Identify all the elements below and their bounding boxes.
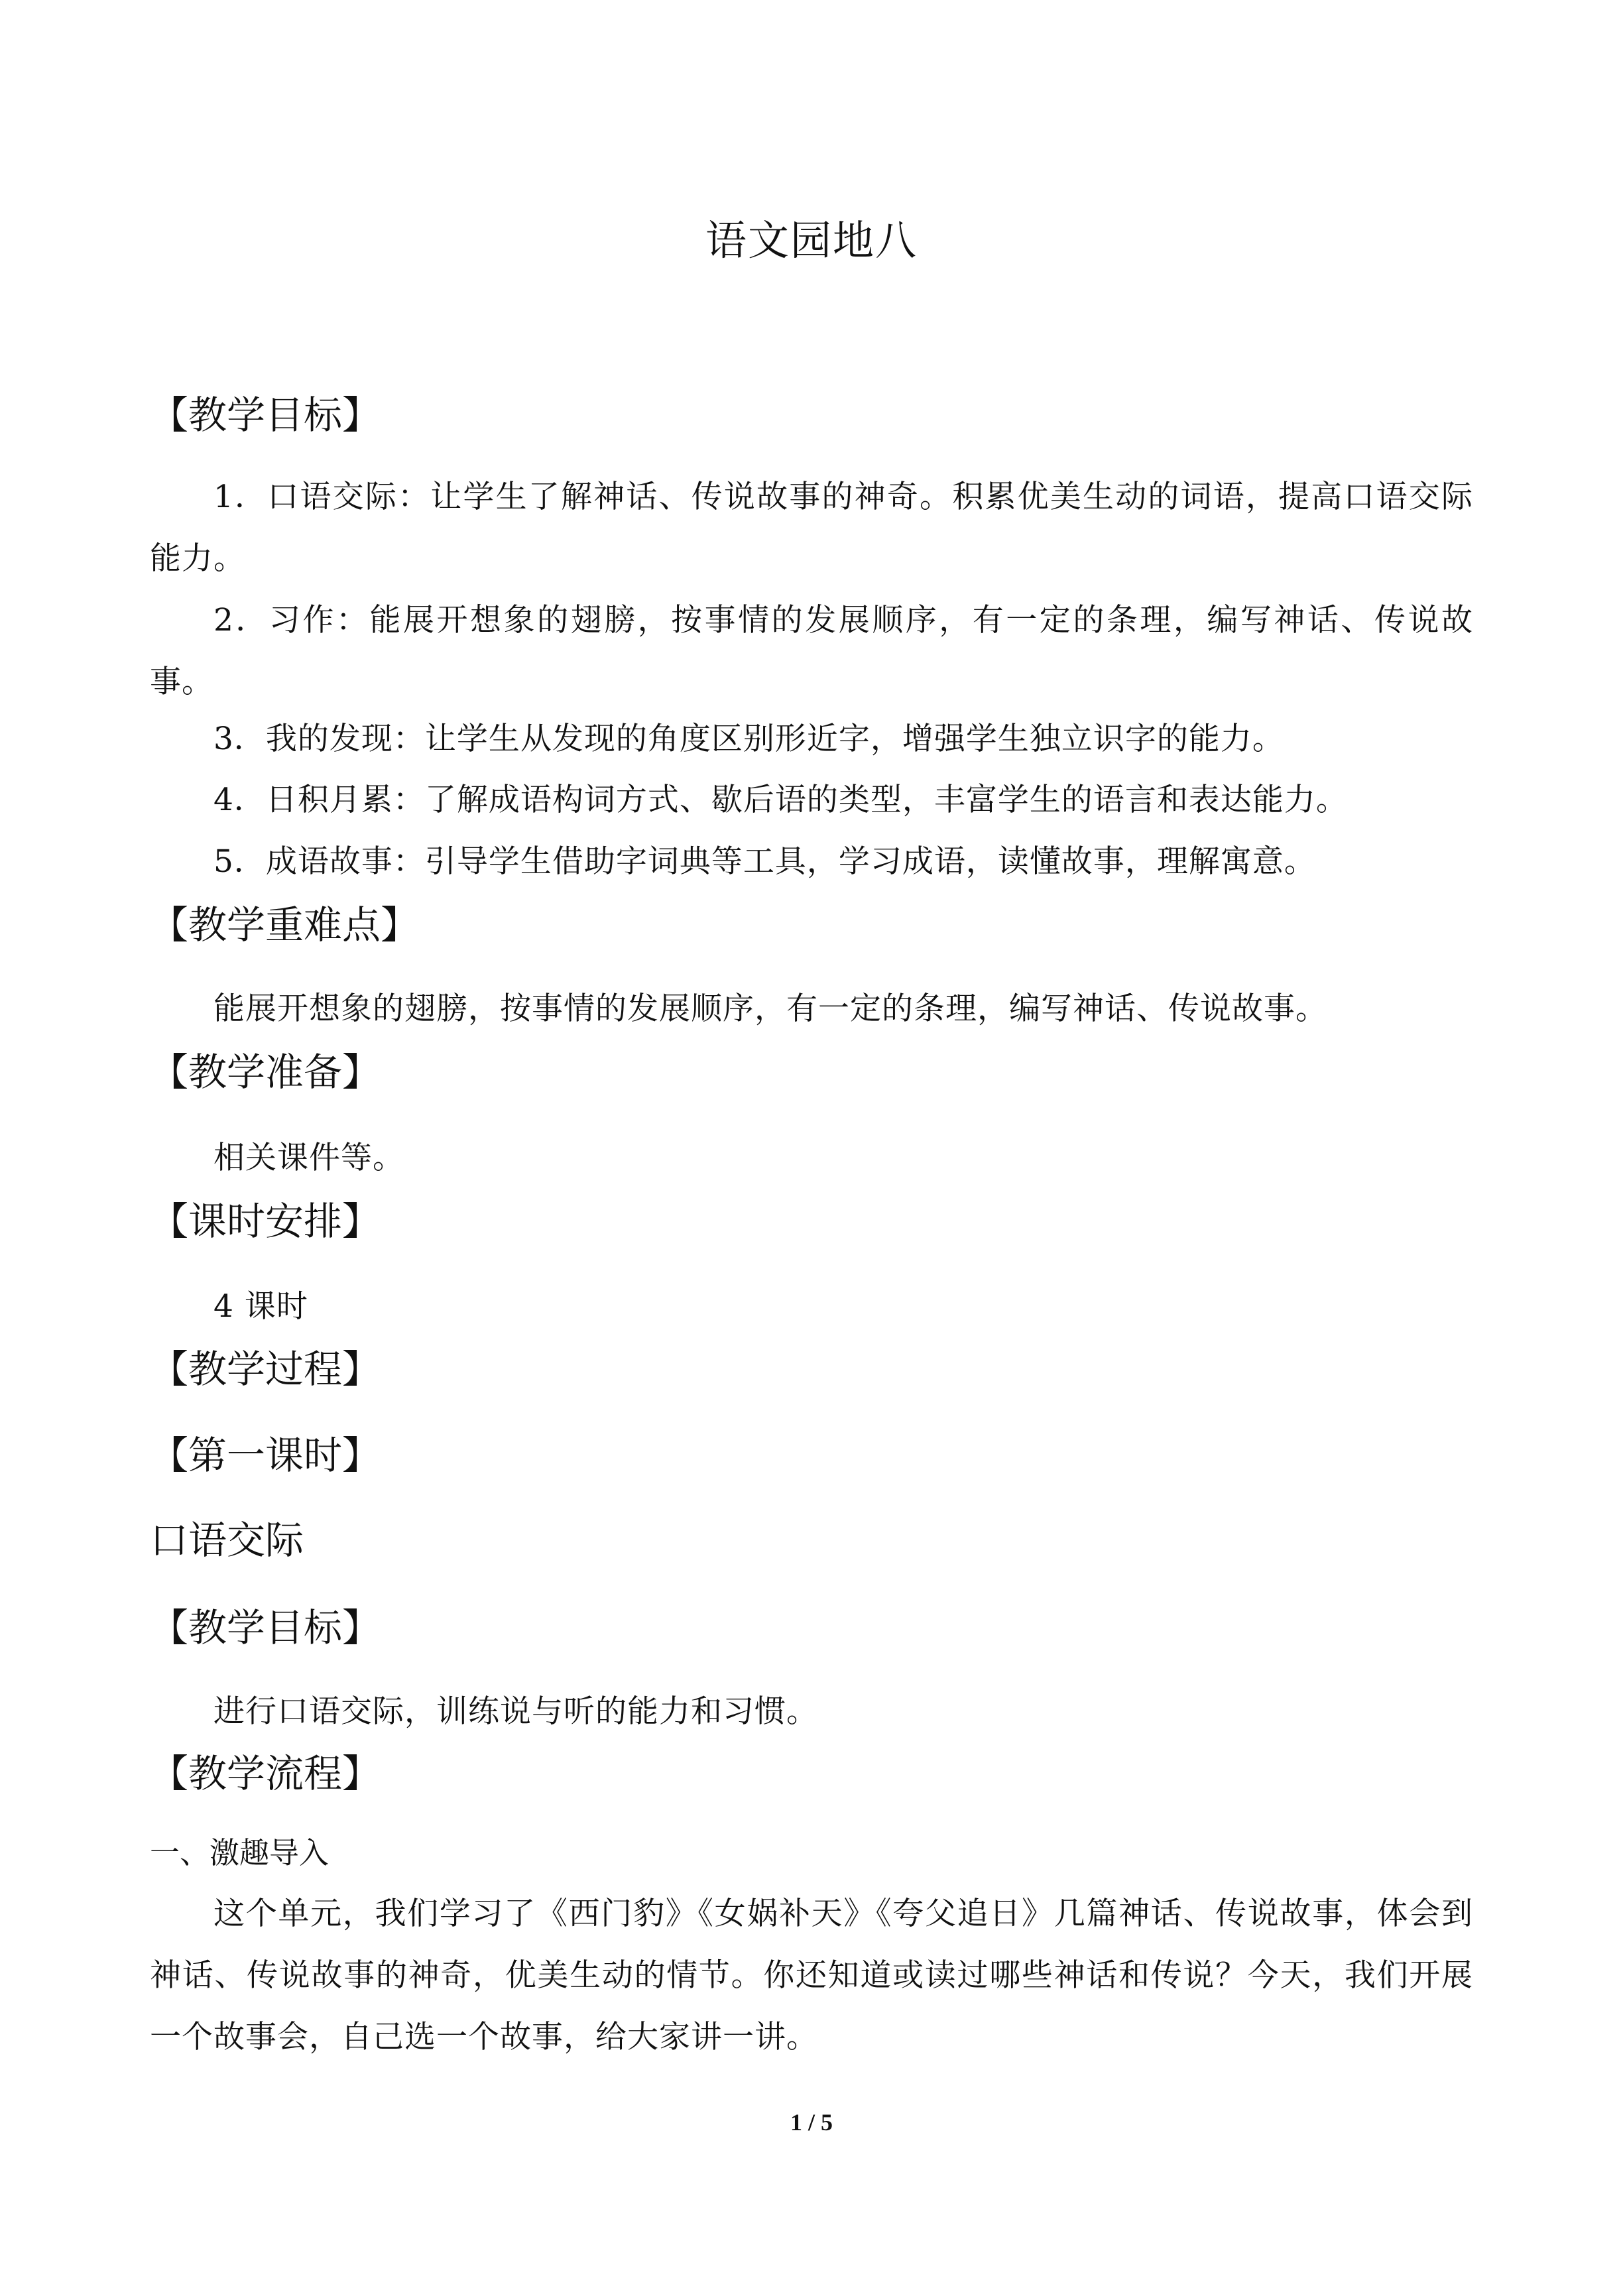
goal-item-4: 4．日积月累：了解成语构词方式、歇后语的类型，丰富学生的语言和表达能力。: [213, 782, 1348, 818]
goal-item-1: 1．口语交际：让学生了解神话、传说故事的神奇。积累优美生动的词语，提高口语交际能力。: [150, 479, 1473, 577]
section-heading-oral-goals: 【教学目标】: [150, 1605, 381, 1650]
section-heading-lesson-1: 【第一课时】: [150, 1433, 381, 1478]
schedule-text: 4 课时: [213, 1288, 308, 1325]
page-number: 1 / 5: [790, 2109, 833, 2136]
section-heading-goals: 【教学目标】: [150, 393, 381, 438]
goal-item-3: 3．我的发现：让学生从发现的角度区别形近字，增强学生独立识字的能力。: [213, 721, 1284, 757]
document-title: 语文园地八: [705, 216, 918, 265]
section-heading-process: 【教学过程】: [150, 1347, 381, 1392]
section-heading-preparation: 【教学准备】: [150, 1050, 381, 1095]
oral-goals-text: 进行口语交际，训练说与听的能力和习惯。: [213, 1693, 818, 1730]
oral-communication-heading: 口语交际: [150, 1518, 304, 1563]
key-points-text: 能展开想象的翅膀，按事情的发展顺序，有一定的条理，编写神话、传说故事。: [213, 991, 1327, 1027]
step-1-text: 这个单元，我们学习了《西门豹》《女娲补天》《夸父追日》几篇神话、传说故事，体会到神话、传说故事的神奇，优美生动的情节。你还知道或读过哪些神话和传说？今天，我们开展一个故事会，自己选一个故事，给大家讲一讲。: [150, 1896, 1473, 2055]
section-heading-flow: 【教学流程】: [150, 1751, 381, 1796]
section-heading-schedule: 【课时安排】: [150, 1199, 381, 1244]
preparation-text: 相关课件等。: [213, 1140, 404, 1176]
goal-item-2: 2．习作：能展开想象的翅膀，按事情的发展顺序，有一定的条理，编写神话、传说故事。: [150, 602, 1473, 700]
section-heading-key-points: 【教学重难点】: [150, 902, 420, 947]
goal-item-5: 5．成语故事：引导学生借助字词典等工具，学习成语，读懂故事，理解寓意。: [213, 843, 1316, 880]
step-1-heading: 一、激趣导入: [150, 1835, 330, 1870]
